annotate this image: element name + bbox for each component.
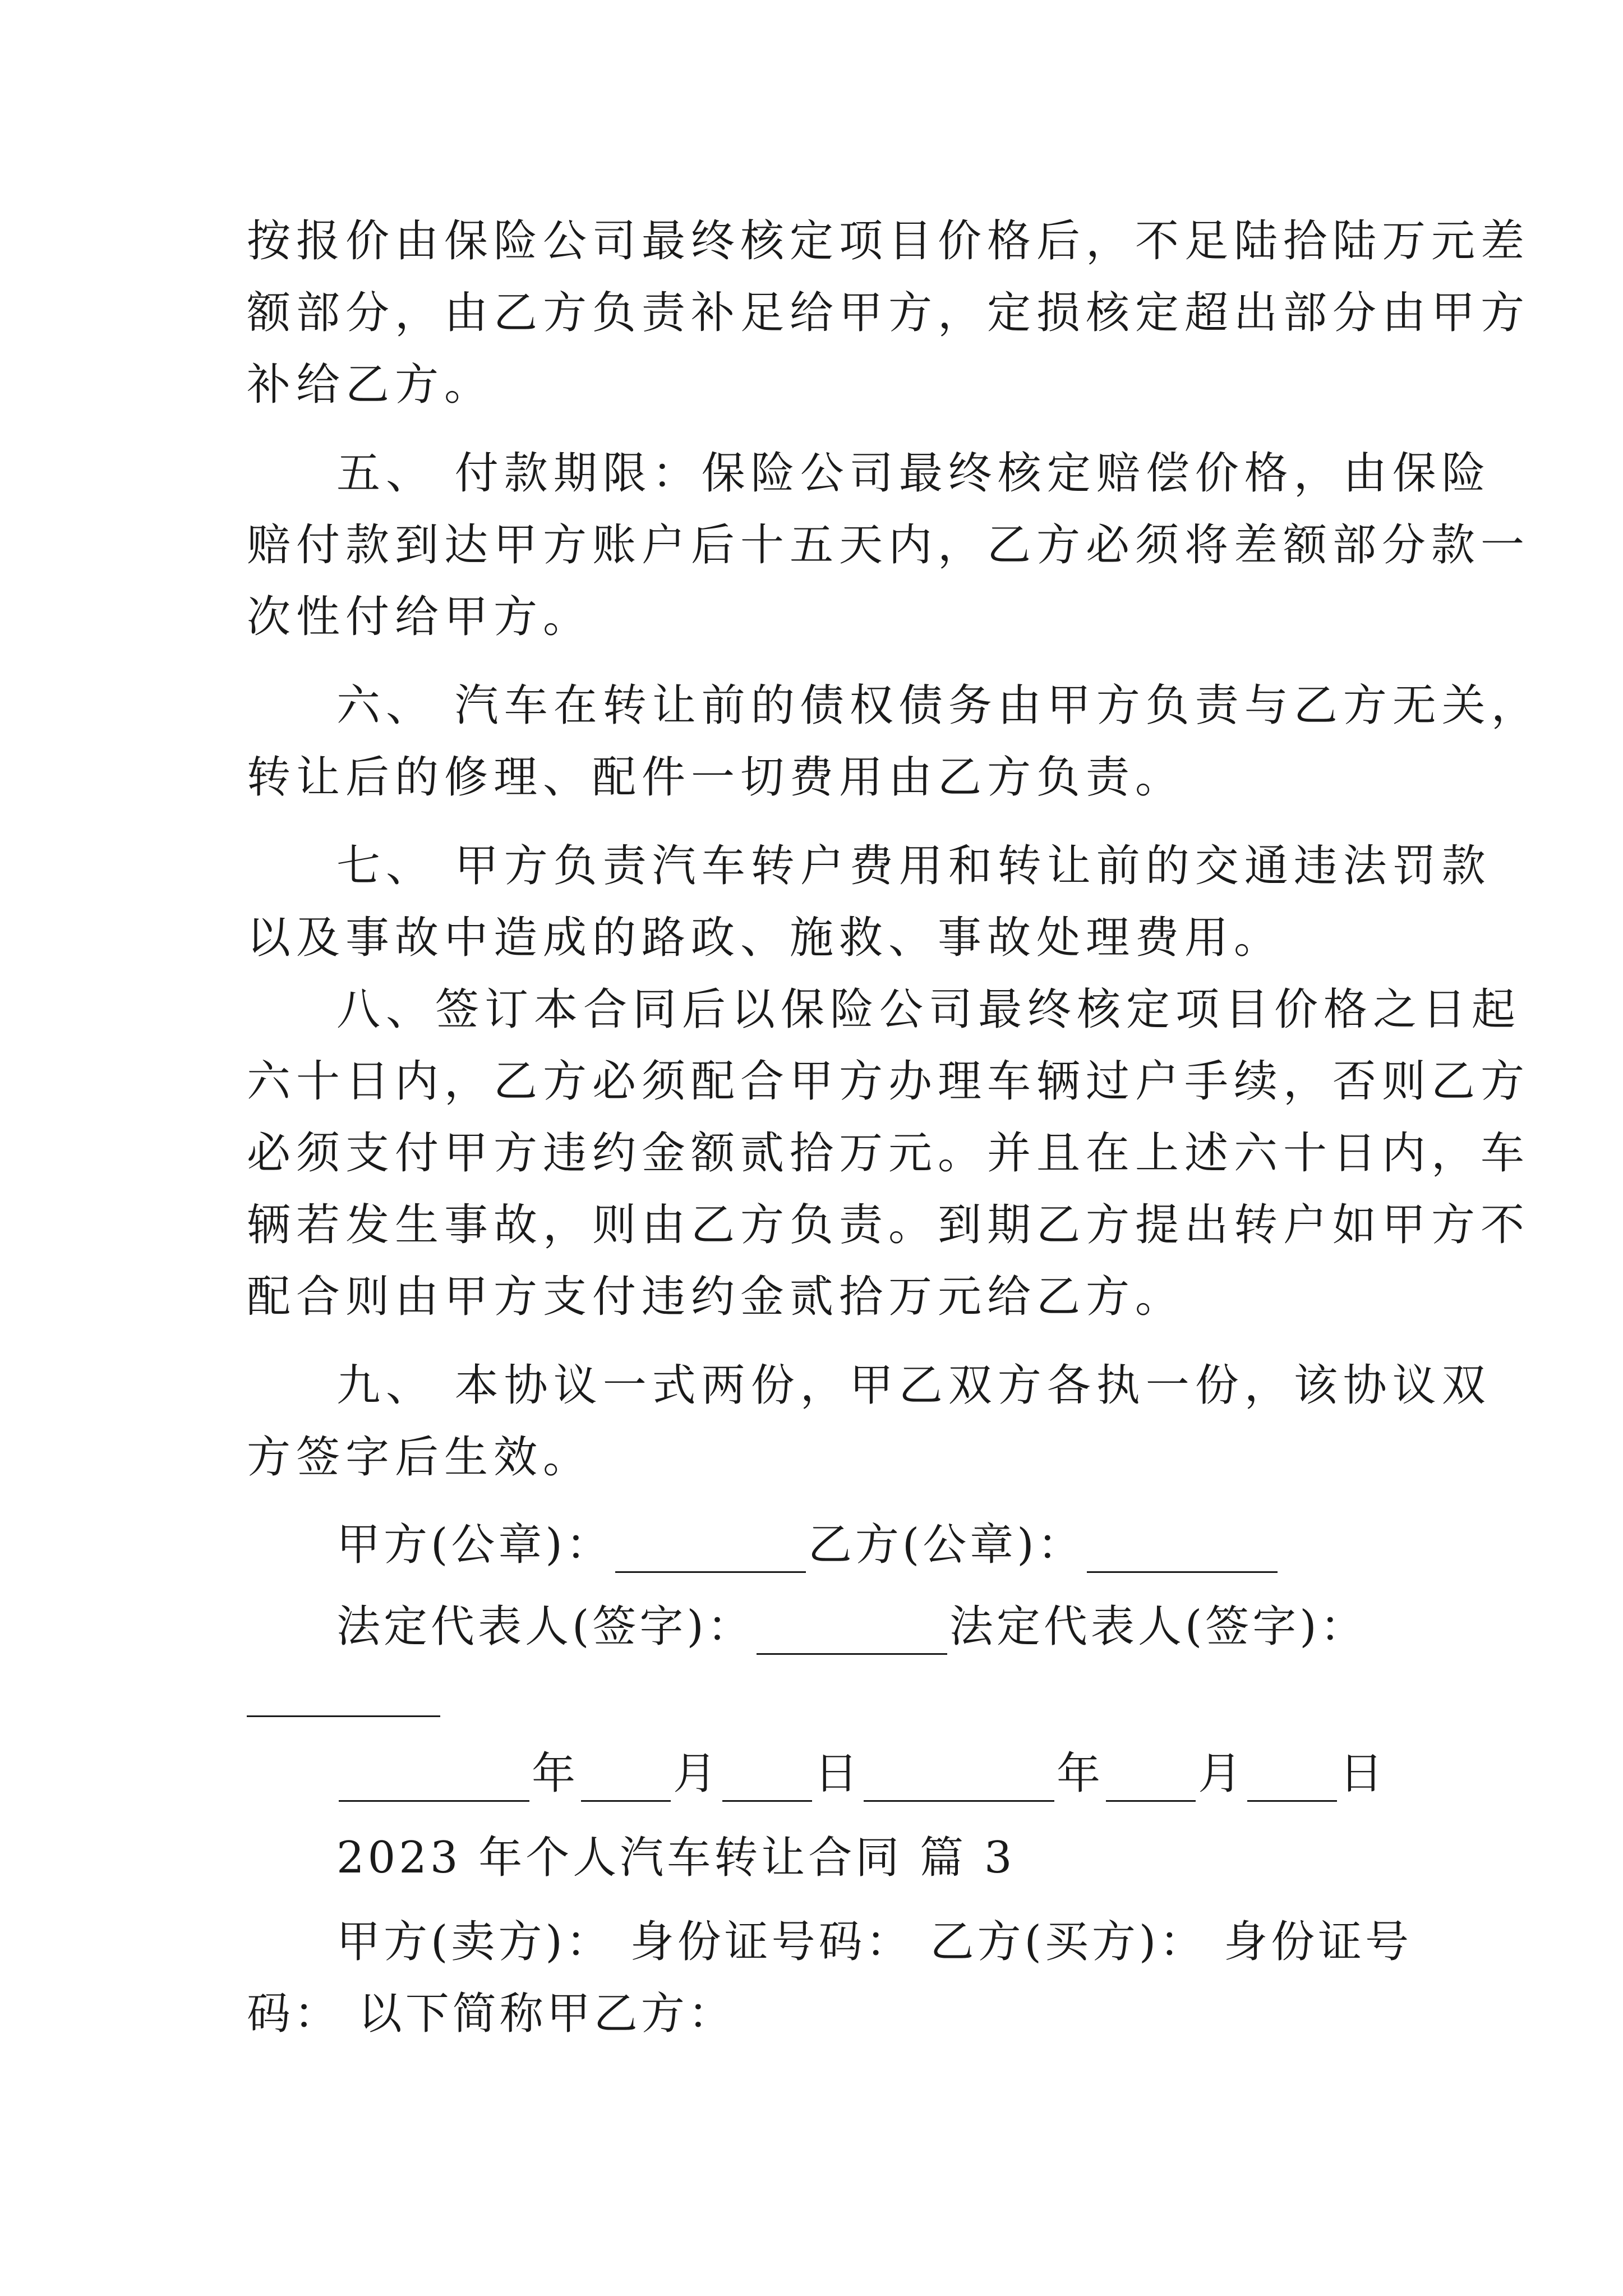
seal-line — [336, 1517, 1486, 1573]
year-blank — [339, 1761, 529, 1802]
paragraph-line: 次性付给甲方。 — [247, 592, 593, 642]
day-blank — [1247, 1761, 1337, 1802]
party-a-seal-blank — [615, 1532, 806, 1573]
signature-blank-continuation — [247, 1715, 440, 1717]
party-b-seal-blank — [1087, 1532, 1278, 1573]
day-unit: 日 — [814, 1749, 862, 1799]
representative-line — [336, 1599, 1486, 1655]
paragraph-line: 转让后的修理、配件一切费用由乙方负责。 — [247, 752, 1185, 803]
year-unit: 年 — [532, 1749, 579, 1799]
parties-line: 码： 以下简称甲乙方： — [247, 1989, 735, 2039]
parties-line: 甲方(卖方)： 身份证号码： 乙方(买方)： 身份证号 — [336, 1917, 1413, 1967]
rep-b-label: 法定代表人(签字)： — [949, 1602, 1367, 1652]
rep-a-blank — [757, 1614, 947, 1655]
paragraph-line: 必须支付甲方违约金额贰拾万元。并且在上述六十日内，车 — [247, 1128, 1530, 1179]
year-unit: 年 — [1057, 1749, 1104, 1799]
month-blank — [1106, 1761, 1196, 1802]
paragraph-line: 赔付款到达甲方账户后十五天内，乙方必须将差额部分款一 — [247, 520, 1530, 570]
year-blank — [864, 1761, 1054, 1802]
day-blank — [722, 1761, 812, 1802]
paragraph-line: 以及事故中造成的路政、施救、事故处理费用。 — [247, 913, 1284, 963]
paragraph-line: 六十日内，乙方必须配合甲方办理车辆过户手续，否则乙方 — [247, 1056, 1530, 1107]
paragraph-line: 辆若发生事故，则由乙方负责。到期乙方提出转户如甲方不 — [247, 1200, 1530, 1250]
day-unit: 日 — [1339, 1749, 1387, 1799]
section-heading: 2023 年个人汽车转让合同 篇 3 — [336, 1833, 1016, 1883]
month-unit: 月 — [1198, 1749, 1246, 1799]
month-blank — [581, 1761, 671, 1802]
clause-nine: 九、 本协议一式两份，甲乙双方各执一份，该协议双 — [336, 1360, 1491, 1411]
paragraph-line: 额部分，由乙方负责补足给甲方，定损核定超出部分由甲方 — [247, 288, 1530, 338]
paragraph-line: 方签字后生效。 — [247, 1432, 593, 1483]
paragraph-line: 配合则由甲方支付违约金贰拾万元给乙方。 — [247, 1272, 1185, 1322]
month-unit: 月 — [673, 1749, 721, 1799]
rep-a-label: 法定代表人(签字)： — [336, 1602, 754, 1652]
clause-six: 六、 汽车在转让前的债权债务由甲方负责与乙方无关， — [336, 680, 1541, 731]
date-line — [336, 1746, 1486, 1802]
party-a-seal-label: 甲方(公章)： — [336, 1520, 613, 1570]
clause-eight: 八、签订本合同后以保险公司最终核定项目价格之日起 — [336, 984, 1521, 1035]
clause-five: 五、 付款期限：保险公司最终核定赔偿价格，由保险 — [336, 448, 1491, 499]
paragraph-line: 补给乙方。 — [247, 360, 494, 410]
party-b-seal-label: 乙方(公章)： — [808, 1520, 1085, 1570]
paragraph-line: 按报价由保险公司最终核定项目价格后，不足陆拾陆万元差 — [247, 216, 1530, 266]
clause-seven: 七、 甲方负责汽车转户费用和转让前的交通违法罚款 — [336, 841, 1491, 891]
